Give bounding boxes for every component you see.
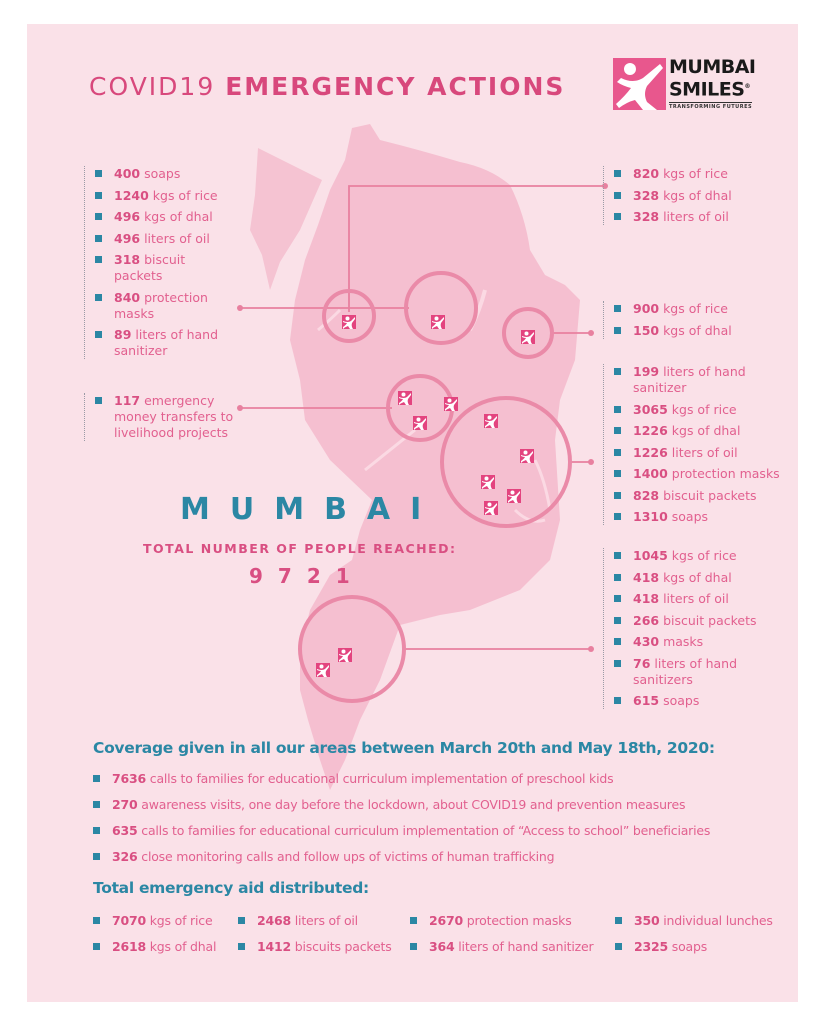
- list-item: 1226 liters of oil: [614, 445, 794, 461]
- list-item: 1226 kgs of dhal: [614, 423, 794, 439]
- list-item: 840 protection masks: [95, 290, 235, 322]
- list-item: 2618 kgs of dhal: [93, 939, 238, 955]
- list-item: 400 soaps: [95, 166, 235, 182]
- list-item: 2468 liters of oil: [238, 913, 410, 929]
- list-item: 328 kgs of dhal: [614, 188, 794, 204]
- callout-right-2: [603, 301, 794, 339]
- list-item: 2670 protection masks: [410, 913, 615, 929]
- list-item: 89 liters of hand sanitizer: [95, 327, 235, 359]
- list-item: 117 emergency money transfers to livelihood projects: [95, 393, 235, 441]
- coverage-heading: Coverage given in all our areas between March 20th and May 18th, 2020:: [93, 739, 715, 757]
- mumbai-smiles-marker-icon: [521, 330, 535, 344]
- logo-line1: MUMBAI: [669, 56, 756, 78]
- mumbai-smiles-marker-icon: [342, 315, 356, 329]
- list-item: 900 kgs of rice: [614, 301, 794, 317]
- list-item: 828 biscuit packets: [614, 488, 794, 504]
- list-item: 418 kgs of dhal: [614, 570, 794, 586]
- list-item: 1240 kgs of rice: [95, 188, 235, 204]
- list-item: 150 kgs of dhal: [614, 323, 794, 339]
- mumbai-smiles-marker-icon: [507, 489, 521, 503]
- mumbai-smiles-marker-icon: [481, 475, 495, 489]
- callout-right-4: [603, 548, 794, 709]
- callout-right-3: [603, 364, 794, 525]
- title-covid: COVID19: [89, 72, 216, 101]
- people-reached-value: 9721: [249, 564, 365, 588]
- list-item: 820 kgs of rice: [614, 166, 794, 182]
- mumbai-smiles-marker-icon: [316, 663, 330, 677]
- list-item: 199 liters of hand sanitizer: [614, 364, 753, 396]
- people-reached-label: TOTAL NUMBER OF PEOPLE REACHED:: [143, 541, 457, 556]
- list-item: 76 liters of hand sanitizers: [614, 656, 743, 688]
- list-item: 1400 protection masks: [614, 466, 794, 482]
- mumbai-smiles-marker-icon: [413, 416, 427, 430]
- list-item: 1310 soaps: [614, 509, 794, 525]
- list-item: 496 kgs of dhal: [95, 209, 235, 225]
- list-item: 635 calls to families for educational curriculum implementation of “Access to school” beneficiaries: [93, 823, 710, 839]
- list-item: 3065 kgs of rice: [614, 402, 794, 418]
- list-item: 266 biscuit packets: [614, 613, 794, 629]
- mumbai-smiles-marker-icon: [520, 449, 534, 463]
- list-item: 430 masks: [614, 634, 794, 650]
- title-emergency-actions: EMERGENCY ACTIONS: [225, 72, 566, 101]
- mumbai-smiles-marker-icon: [431, 315, 445, 329]
- logo-tagline: TRANSFORMING FUTURES: [669, 104, 753, 110]
- logo-line2: SMILES: [669, 78, 745, 101]
- list-item: 318 biscuit packets: [95, 252, 235, 284]
- list-item: 270 awareness visits, one day before the lockdown, about COVID19 and prevention measures: [93, 797, 710, 813]
- coverage-list: [93, 771, 710, 875]
- city-name: MUMBAI: [180, 492, 442, 527]
- list-item: 350 individual lunches: [615, 913, 795, 929]
- mumbai-smiles-marker-icon: [484, 501, 498, 515]
- mumbai-smiles-marker-icon: [484, 414, 498, 428]
- list-item: 364 liters of hand sanitizer: [410, 939, 615, 955]
- totals-grid: [93, 913, 793, 955]
- list-item: 7070 kgs of rice: [93, 913, 238, 929]
- list-item: 1045 kgs of rice: [614, 548, 794, 564]
- callout-right-1: [603, 166, 794, 225]
- list-item: 1412 biscuits packets: [238, 939, 410, 955]
- list-item: 615 soaps: [614, 693, 794, 709]
- totals-heading: Total emergency aid distributed:: [93, 879, 369, 897]
- callout-left-top: [84, 166, 235, 359]
- list-item: 328 liters of oil: [614, 209, 794, 225]
- list-item: 326 close monitoring calls and follow ups of victims of human trafficking: [93, 849, 710, 865]
- list-item: 496 liters of oil: [95, 231, 235, 247]
- mumbai-smiles-marker-icon: [338, 648, 352, 662]
- callout-left-mid: [84, 393, 235, 441]
- list-item: 418 liters of oil: [614, 591, 794, 607]
- list-item: 7636 calls to families for educational curriculum implementation of preschool kids: [93, 771, 710, 787]
- map-landmass-main: [290, 124, 580, 790]
- mumbai-smiles-marker-icon: [444, 397, 458, 411]
- logo-registered: ®: [744, 83, 750, 90]
- list-item: 2325 soaps: [615, 939, 795, 955]
- mumbai-smiles-marker-icon: [398, 391, 412, 405]
